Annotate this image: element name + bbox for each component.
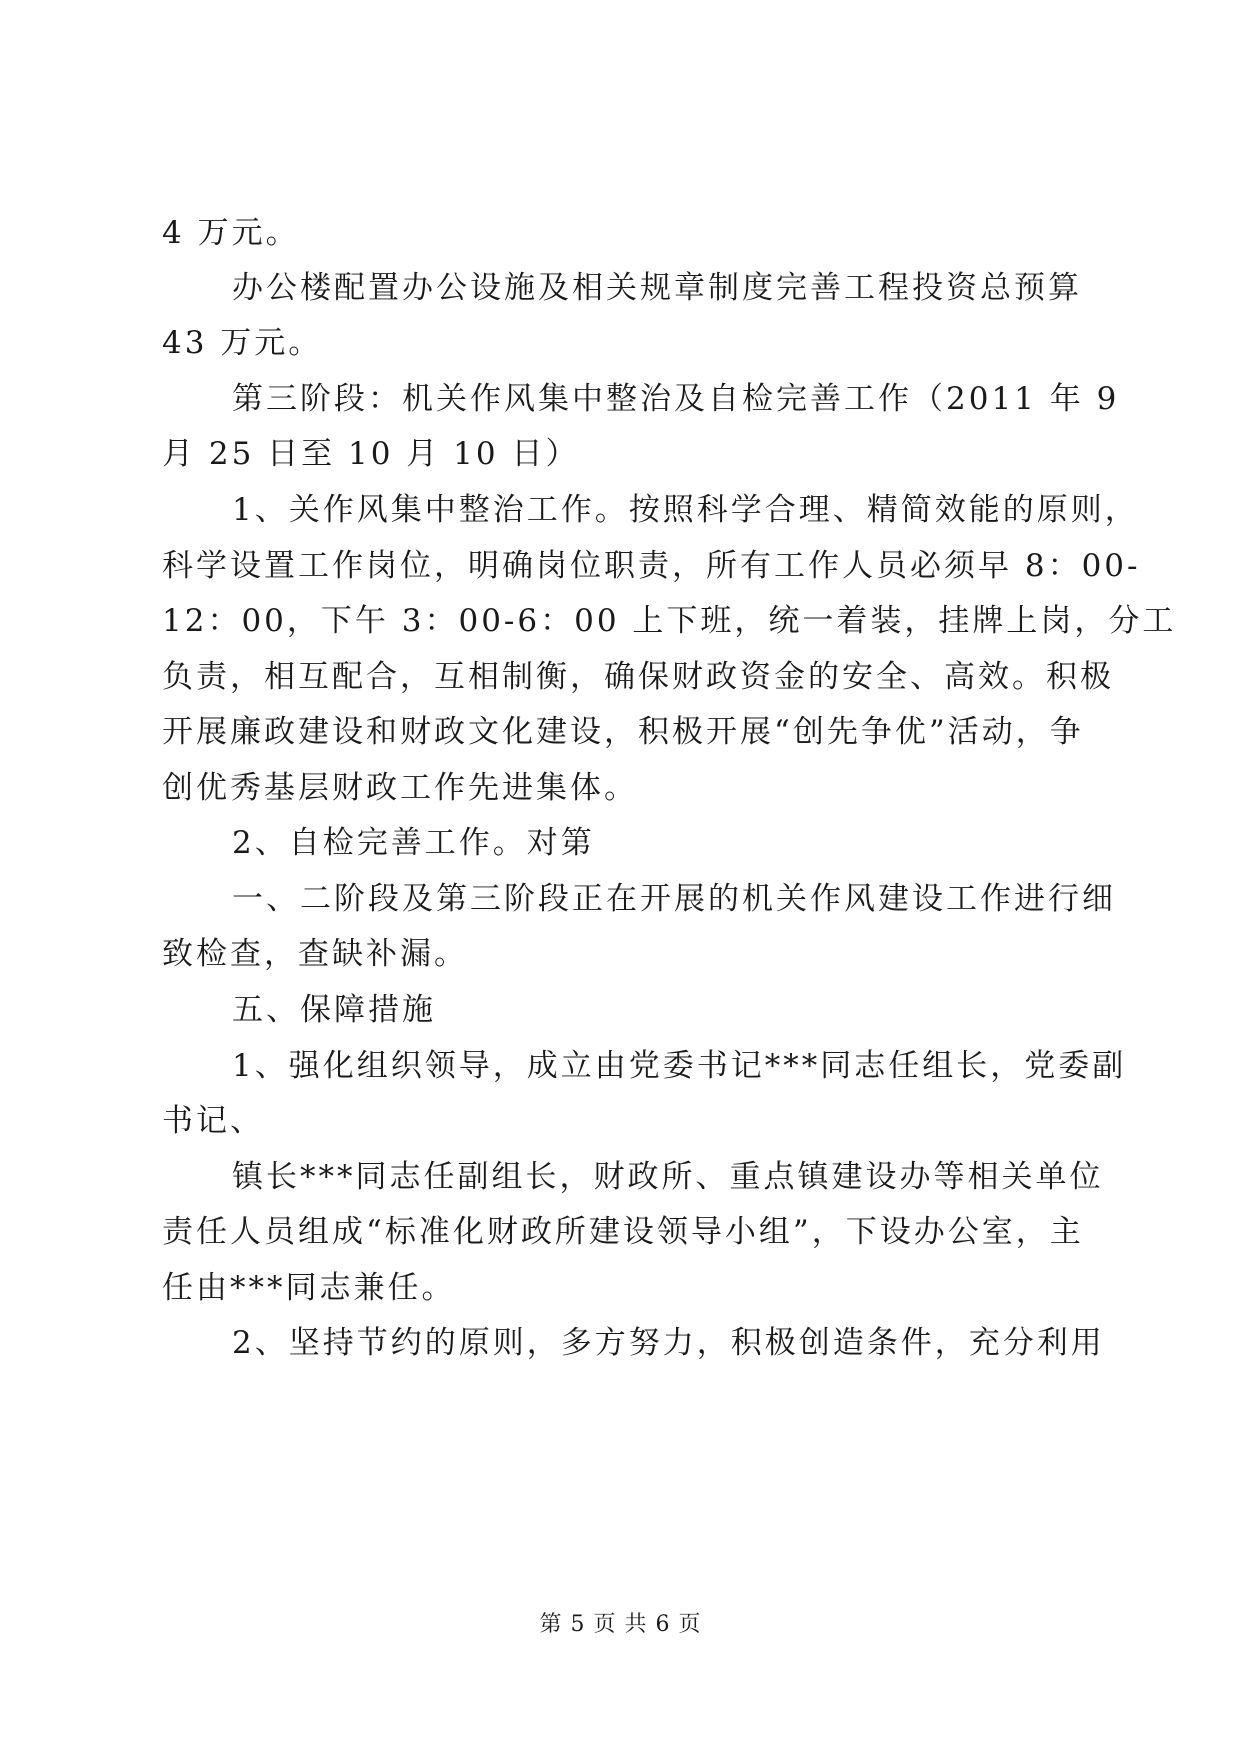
text-line: 第三阶段：机关作风集中整治及自检完善工作（2011 年 9 <box>232 381 1120 417</box>
text-line: 科学设置工作岗位，明确岗位职责，所有工作人员必须早 8：00- <box>162 548 1141 584</box>
text-line: 12：00，下午 3：00-6：00 上下班，统一着装，挂牌上岗，分工 <box>162 603 1177 639</box>
text-line: 负责，相互配合，互相制衡，确保财政资金的安全、高效。积极 <box>162 659 1114 695</box>
text-line: 办公楼配置办公设施及相关规章制度完善工程投资总预算 <box>232 270 1082 306</box>
section-heading: 五、保障措施 <box>232 992 436 1028</box>
text-line: 43 万元。 <box>162 325 323 361</box>
text-line: 4 万元。 <box>162 215 300 251</box>
text-line: 创优秀基层财政工作先进集体。 <box>162 770 638 806</box>
text-line: 书记、 <box>162 1103 264 1139</box>
text-line: 任由***同志兼任。 <box>162 1270 456 1306</box>
text-line: 1、关作风集中整治工作。按照科学合理、精简效能的原则， <box>232 492 1139 528</box>
text-line: 1、强化组织领导，成立由党委书记***同志任组长，党委副 <box>232 1048 1127 1084</box>
text-line: 月 25 日至 10 月 10 日） <box>162 436 580 472</box>
page-number: 第 5 页 共 6 页 <box>539 1612 702 1637</box>
text-line: 开展廉政建设和财政文化建设，积极开展“创先争优”活动，争 <box>162 714 1084 750</box>
text-line: 2、自检完善工作。对第 <box>232 825 595 861</box>
text-line: 一、二阶段及第三阶段正在开展的机关作风建设工作进行细 <box>232 881 1116 917</box>
text-line: 责任人员组成“标准化财政所建设领导小组”，下设办公室，主 <box>162 1214 1084 1250</box>
text-line: 镇长***同志任副组长，财政所、重点镇建设办等相关单位 <box>232 1159 1104 1195</box>
text-line: 致检查，查缺补漏。 <box>162 936 468 972</box>
text-line: 2、坚持节约的原则，多方努力，积极创造条件，充分利用 <box>232 1325 1105 1361</box>
